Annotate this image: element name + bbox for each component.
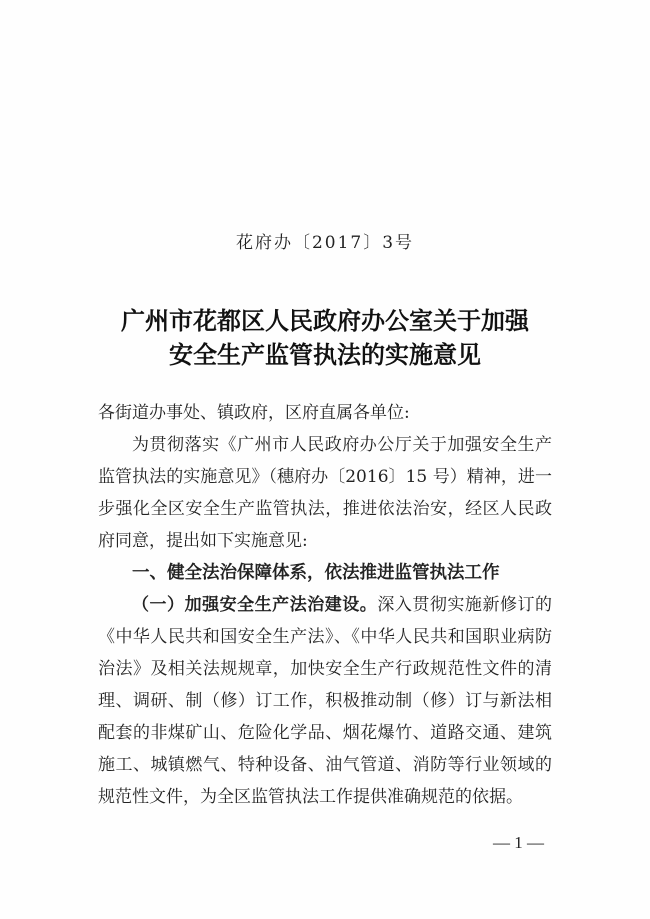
- paragraph-line: 规范性文件，为全区监管执法工作提供准确规范的依据。: [98, 787, 523, 807]
- intro-line: 监管执法的实施意见》（穗府办〔2016〕15 号）精神，进一: [98, 467, 552, 487]
- paragraph-line: 治法》及相关法规规章，加快安全生产行政规范性文件的清: [98, 659, 552, 679]
- subsection-first-line-text: 深入贯彻实施新修订的: [377, 595, 552, 615]
- subsection-first-line: [98, 589, 552, 621]
- intro-line: 府同意，提出如下实施意见:: [98, 531, 308, 551]
- section-heading: 一、健全法治保障体系，依法推进监管执法工作: [132, 563, 500, 583]
- document-title: [0, 304, 650, 372]
- paragraph-line: 施工、城镇燃气、特种设备、油气管道、消防等行业领域的: [98, 755, 552, 775]
- document-number: 花府办〔2017〕3号: [235, 233, 415, 253]
- page-number: — 1 —: [493, 833, 544, 852]
- intro-line: 为贯彻落实《广州市人民政府办公厅关于加强安全生产: [132, 435, 552, 455]
- paragraph-line: 配套的非煤矿山、危险化学品、烟花爆竹、道路交通、建筑: [98, 723, 552, 743]
- addressee: 各街道办事处、镇政府，区府直属各单位:: [98, 403, 410, 423]
- paragraph-line: 理、调研、制（修）订工作，积极推动制（修）订与新法相: [98, 691, 552, 711]
- title-line-1: 广州市花都区人民政府办公室关于加强: [121, 306, 529, 335]
- document-body: [98, 397, 552, 813]
- title-line-2: 安全生产监管执法的实施意见: [169, 340, 481, 369]
- subsection-label: （一）加强安全生产法治建设。: [132, 595, 378, 615]
- intro-line: 步强化全区安全生产监管执法，推进依法治安，经区人民政: [98, 499, 552, 519]
- paragraph-line: 《中华人民共和国安全生产法》、《中华人民共和国职业病防: [98, 627, 552, 647]
